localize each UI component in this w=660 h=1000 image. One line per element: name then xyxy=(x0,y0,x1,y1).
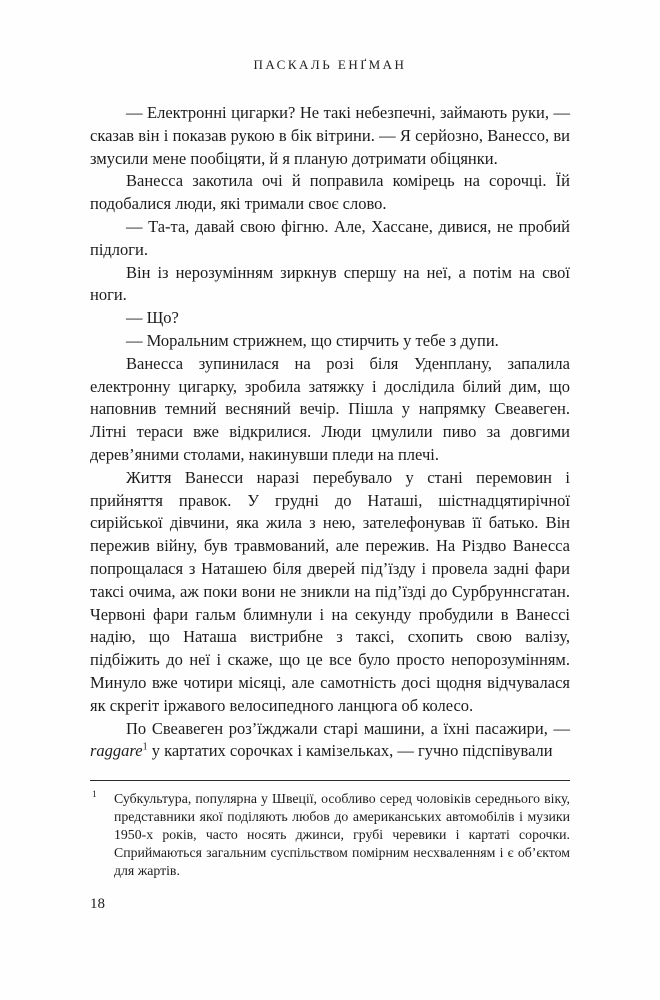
paragraph: Ванесса зупинилася на розі біля Уденплану, запалила електронну цигарку, зробила затяжку і дослідила білий дим, що наповнив темний весняний вечір. Пішла у напрямку Свеавеген. Літні тераси вже відкрилися. Люди цмулили пиво за довгими дерев’яними столами, накинувши пледи на плечі. xyxy=(90,353,570,464)
paragraph-with-footnote-ref xyxy=(90,718,570,764)
running-header-author: ПАСКАЛЬ ЕНҐМАН xyxy=(253,57,407,72)
paragraph: Ванесса закотила очі й поправила комірець на сорочці. Їй подобалися люди, які тримали своє слово. xyxy=(90,171,570,214)
foreign-word: raggare xyxy=(90,741,143,761)
paragraph-text: По Свеавеген роз’їжджали старі машини, а їхні пасажири, — xyxy=(126,718,570,738)
body-text-block xyxy=(90,102,570,763)
page-number: 18 xyxy=(90,896,105,912)
footnote-section xyxy=(90,780,570,880)
paragraph: — Електронні цигарки? Не такі небезпечні, займають руки, — сказав він і показав рукою в бік вітрини. — Я серйозно, Ванессо, ви змусили мене пообіцяти, й я планую дотримати обіцянки. xyxy=(90,103,570,168)
paragraph: Життя Ванесси наразі перебувало у стані перемовин і прийняття правок. У грудні до Наташі, шістнадцятирічної сирійської дівчини, яка жила з нею, зателефонував її батько. Він пережив війну, був травмований, але пережив. На Різдво Ванесса попрощалася з Наташею біля дверей під’їзду і провела задні фари таксі очима, аж поки вони не зникли на під’їзді до Сурбруннсгатан. Червоні фари гальм блимнули і на секунду пробудили в Ванессі надію, що Наташа вистрибне з таксі, схопить свою валізу, підбіжить до неї і скаже, що це все було просто непорозумінням. Минуло вже чотири місяці, але самотність досі щодня відчувалася як скрегіт іржавого велосипедного ланцюга об колесо. xyxy=(90,467,570,715)
footnote-reference: 1 xyxy=(142,741,148,753)
paragraph: — Що? xyxy=(126,308,179,328)
footnote-marker: 1 xyxy=(92,790,97,800)
footnote-text: Субкультура, популярна у Швеції, особливо серед чоловіків середнього віку, представники якої поділяють любов до американських автомобілів і музики 1950-х років, часто носять джинси, грубі черевики і картаті сорочки. Сприймаються загальним суспільством помірним несхваленням і є об’єктом для жартів. xyxy=(114,791,570,878)
paragraph: — Моральним стрижнем, що стирчить у тебе з дупи. xyxy=(126,330,499,350)
paragraph-text: у картатих сорочках і камізельках, — гучно підспівували xyxy=(147,741,553,761)
paragraph: Він із нерозумінням зиркнув спершу на неї, а потім на свої ноги. xyxy=(90,262,570,305)
paragraph: — Та-та, давай свою фігню. Але, Хассане, дивися, не пробий підлоги. xyxy=(90,216,570,259)
